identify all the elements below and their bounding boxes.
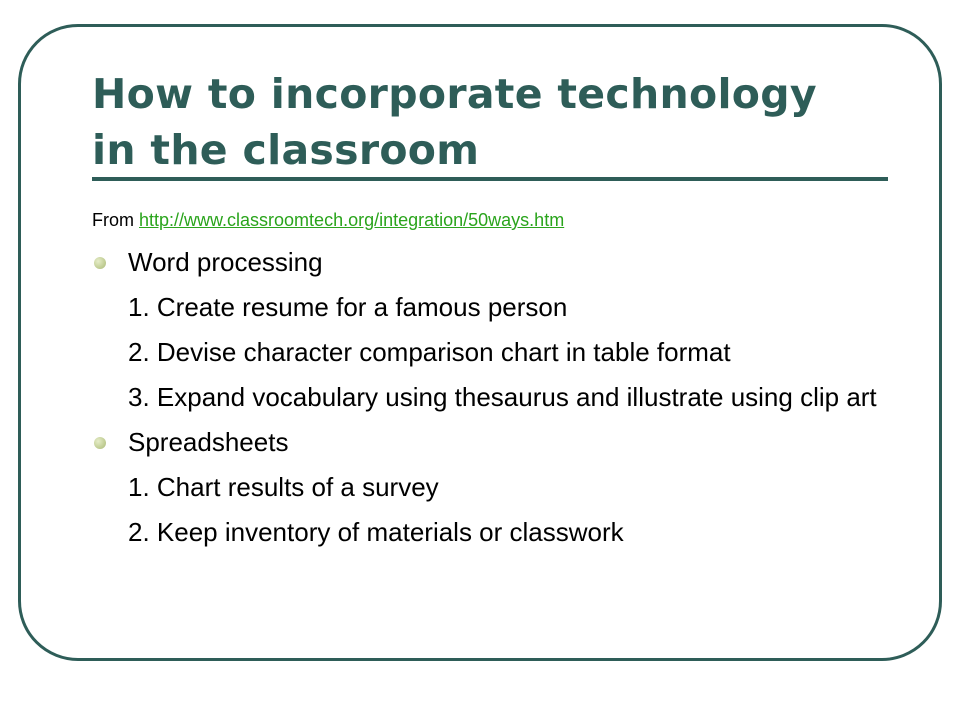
bullet-dot-icon bbox=[94, 257, 106, 269]
list-item-text: 1. Create resume for a famous person bbox=[128, 292, 568, 322]
bullet-dot-icon bbox=[94, 437, 106, 449]
list-item bbox=[92, 382, 892, 412]
title-line-1: How to incorporate technology bbox=[92, 70, 817, 118]
list-item-text: 2. Keep inventory of materials or classwork bbox=[128, 517, 624, 547]
bullet-list bbox=[92, 247, 892, 562]
list-item-text: 1. Chart results of a survey bbox=[128, 472, 439, 502]
list-item bbox=[92, 427, 892, 457]
list-item-text: 3. Expand vocabulary using thesaurus and illustrate using clip art bbox=[128, 382, 877, 412]
list-item bbox=[92, 292, 892, 322]
title-underline bbox=[92, 177, 888, 181]
list-item-text: 2. Devise character comparison chart in table format bbox=[128, 337, 731, 367]
source-link[interactable]: http://www.classroomtech.org/integration/50ways.htm bbox=[139, 210, 565, 230]
title-line-2: in the classroom bbox=[92, 126, 480, 174]
source-prefix: From bbox=[92, 210, 139, 230]
list-item bbox=[92, 247, 892, 277]
list-item bbox=[92, 472, 892, 502]
list-item bbox=[92, 517, 892, 547]
slide-title bbox=[92, 66, 892, 178]
source-line bbox=[92, 208, 564, 232]
list-item bbox=[92, 337, 892, 367]
list-item-text: Spreadsheets bbox=[128, 427, 289, 457]
list-item-text: Word processing bbox=[128, 247, 323, 277]
